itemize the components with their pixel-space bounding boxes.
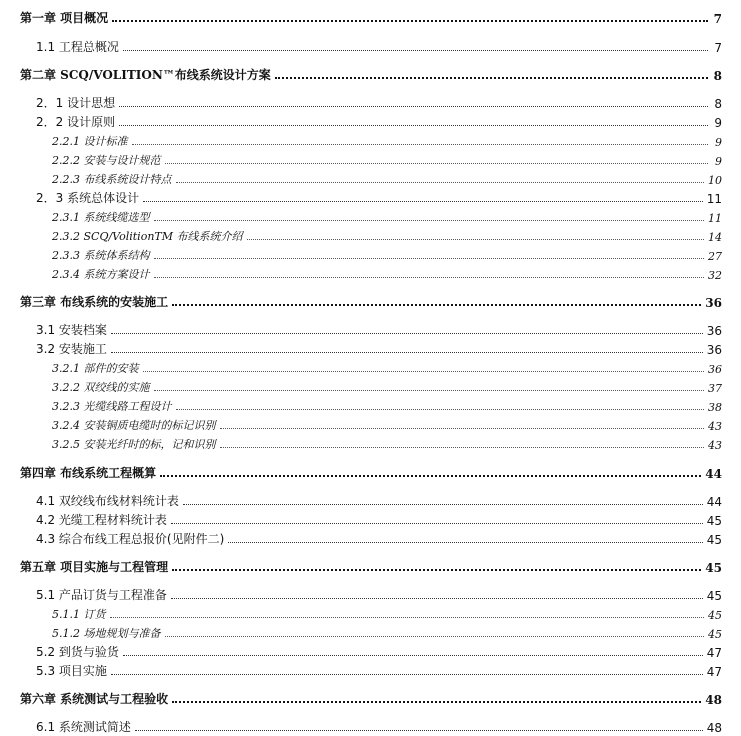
dot-leader — [132, 144, 709, 145]
toc-entry-sub[interactable] — [0, 226, 741, 244]
toc-page-number: 14 — [708, 231, 722, 244]
toc-entry-title: 2．3 系统总体设计 — [36, 191, 140, 205]
toc-entry-title: 3.2.4 安装铜质电缆时的标记识别 — [52, 419, 216, 432]
dot-leader — [111, 674, 703, 675]
toc-entry-sub[interactable] — [0, 434, 741, 452]
dot-leader — [112, 20, 708, 22]
dot-leader — [165, 163, 709, 164]
toc-page-number: 48 — [706, 721, 722, 735]
dot-leader — [154, 277, 705, 278]
dot-leader — [183, 504, 703, 505]
toc-entry-chapter[interactable] — [0, 292, 741, 310]
toc-entry-sub[interactable] — [0, 415, 741, 433]
toc-entry-title: 第一章 项目概况 — [20, 11, 109, 25]
toc-entry-sub[interactable] — [0, 131, 741, 149]
toc-entry-title: 4.2 光缆工程材料统计表 — [36, 513, 167, 527]
toc-entry-section[interactable] — [0, 661, 741, 679]
toc-page-number: 44 — [705, 467, 722, 481]
dot-leader — [228, 542, 702, 543]
toc-entry-title: 6.1 系统测试简述 — [36, 720, 131, 734]
toc-page-number: 10 — [708, 174, 722, 187]
toc-entry-chapter[interactable] — [0, 463, 741, 481]
toc-entry-sub[interactable] — [0, 358, 741, 376]
toc-entry-sub[interactable] — [0, 377, 741, 395]
dot-leader — [171, 523, 703, 524]
toc-entry-section[interactable] — [0, 112, 741, 130]
toc-entry-section[interactable] — [0, 529, 741, 547]
toc-entry-title: 3.1 安装档案 — [36, 323, 107, 337]
toc-entry-section[interactable] — [0, 717, 741, 735]
dot-leader — [154, 258, 705, 259]
toc-page-number: 37 — [708, 382, 722, 395]
toc-page-number: 48 — [705, 693, 722, 707]
toc-entry-section[interactable] — [0, 93, 741, 111]
toc-entry-title: 第三章 布线系统的安装施工 — [20, 295, 169, 309]
toc-page-number: 9 — [715, 136, 722, 149]
toc-page-number: 47 — [706, 665, 722, 679]
toc-page-number: 36 — [706, 343, 722, 357]
dot-leader — [143, 371, 705, 372]
toc-entry-title: 2.3.4 系统方案设计 — [52, 268, 150, 281]
toc-entry-sub[interactable] — [0, 604, 741, 622]
toc-entry-chapter[interactable] — [0, 65, 741, 83]
toc-page-number: 32 — [708, 269, 722, 282]
toc-entry-sub[interactable] — [0, 623, 741, 641]
dot-leader — [111, 333, 703, 334]
toc-entry-title: 5.1.2 场地规划与准备 — [52, 627, 161, 640]
toc-entry-title: 2.3.3 系统体系结构 — [52, 249, 150, 262]
dot-leader — [176, 182, 705, 183]
toc-page-number: 36 — [706, 324, 722, 338]
toc-entry-title: 第五章 项目实施与工程管理 — [20, 560, 169, 574]
toc-page-number: 9 — [714, 116, 722, 130]
toc-entry-title: 3.2 安装施工 — [36, 342, 107, 356]
dot-leader — [154, 390, 705, 391]
toc-entry-title: 5.2 到货与验货 — [36, 645, 119, 659]
toc-entry-section[interactable] — [0, 320, 741, 338]
dot-leader — [123, 50, 708, 51]
toc-entry-sub[interactable] — [0, 150, 741, 168]
toc-entry-sub[interactable] — [0, 207, 741, 225]
toc-entry-title: 2．1 设计思想 — [36, 96, 116, 110]
toc-page-number: 45 — [706, 589, 722, 603]
dot-leader — [171, 598, 703, 599]
toc-entry-title: 2．2 设计原则 — [36, 115, 116, 129]
toc-entry-section[interactable] — [0, 642, 741, 660]
toc-entry-sub[interactable] — [0, 396, 741, 414]
toc-page-number: 9 — [715, 155, 722, 168]
dot-leader — [220, 447, 705, 448]
toc-entry-sub[interactable] — [0, 245, 741, 263]
toc-entry-title: 3.2.5 安装光纤时的标，记和识别 — [52, 438, 216, 451]
toc-page-number: 47 — [706, 646, 722, 660]
toc-entry-sub[interactable] — [0, 169, 741, 187]
dot-leader — [119, 125, 708, 126]
dot-leader — [160, 475, 701, 477]
toc-page-number: 11 — [708, 212, 722, 225]
dot-leader — [143, 201, 703, 202]
toc-entry-title: 5.1 产品订货与工程准备 — [36, 588, 167, 602]
toc-entry-title: 第六章 系统测试与工程验收 — [20, 692, 169, 706]
toc-page-number: 44 — [706, 495, 722, 509]
toc-entry-title: 第四章 布线系统工程概算 — [20, 466, 157, 480]
toc-entry-title: 4.3 综合布线工程总报价(见附件二) — [36, 532, 225, 546]
toc-entry-title: 2.2.3 布线系统设计特点 — [52, 173, 172, 186]
toc-page-number: 38 — [708, 401, 722, 414]
toc-page-number: 36 — [708, 363, 722, 376]
toc-page-number: 7 — [713, 12, 722, 26]
toc-entry-title: 2.2.2 安装与设计规范 — [52, 154, 161, 167]
toc-page-number: 45 — [708, 628, 722, 641]
dot-leader — [172, 569, 701, 571]
dot-leader — [119, 106, 708, 107]
toc-page-number: 45 — [708, 609, 722, 622]
toc-entry-section[interactable] — [0, 339, 741, 357]
toc-entry-chapter[interactable] — [0, 689, 741, 707]
dot-leader — [172, 304, 701, 306]
toc-page-number: 45 — [705, 561, 722, 575]
dot-leader — [154, 220, 705, 221]
toc-entry-title: 5.3 项目实施 — [36, 664, 107, 678]
toc-entry-section[interactable] — [0, 188, 741, 206]
toc-page-number: 36 — [705, 296, 722, 310]
toc-entry-section[interactable] — [0, 37, 741, 55]
dot-leader — [111, 352, 703, 353]
toc-page-number: 11 — [706, 192, 722, 206]
dot-leader — [172, 701, 701, 703]
toc-entry-title: 3.2.2 双绞线的实施 — [52, 381, 150, 394]
toc-page-number: 43 — [708, 420, 722, 433]
toc-page-number: 45 — [706, 533, 722, 547]
dot-leader — [176, 409, 705, 410]
toc-entry-title: 2.2.1 设计标准 — [52, 135, 128, 148]
dot-leader — [220, 428, 705, 429]
toc-entry-title: 2.3.1 系统线缆选型 — [52, 211, 150, 224]
toc-entry-title: 4.1 双绞线布线材料统计表 — [36, 494, 179, 508]
toc-entry-title: 2.3.2 SCQ/VolitionTM 布线系统介绍 — [52, 230, 243, 243]
dot-leader — [275, 77, 708, 79]
toc-entry-title: 3.2.1 部件的安装 — [52, 362, 139, 375]
toc-entry-title: 3.2.3 光缆线路工程设计 — [52, 400, 172, 413]
toc-entry-section[interactable] — [0, 510, 741, 528]
toc-page-number: 8 — [713, 69, 722, 83]
toc-entry-title: 1.1 工程总概况 — [36, 40, 119, 54]
dot-leader — [135, 730, 703, 731]
toc-entry-title: 第二章 SCQ/VOLITION™布线系统设计方案 — [20, 68, 271, 82]
toc-page-number: 7 — [714, 41, 722, 55]
toc-entry-chapter[interactable] — [0, 557, 741, 575]
dot-leader — [123, 655, 703, 656]
dot-leader — [165, 636, 705, 637]
toc-page-number: 43 — [708, 439, 722, 452]
toc-page-number: 8 — [714, 97, 722, 111]
toc-entry-title: 5.1.1 订货 — [52, 608, 106, 621]
toc-entry-sub[interactable] — [0, 264, 741, 282]
toc-entry-section[interactable] — [0, 585, 741, 603]
toc-entry-section[interactable] — [0, 491, 741, 509]
toc-page-number: 45 — [706, 514, 722, 528]
toc-page-number: 27 — [708, 250, 722, 263]
dot-leader — [247, 239, 705, 240]
toc-entry-chapter[interactable] — [0, 8, 741, 26]
dot-leader — [110, 617, 705, 618]
